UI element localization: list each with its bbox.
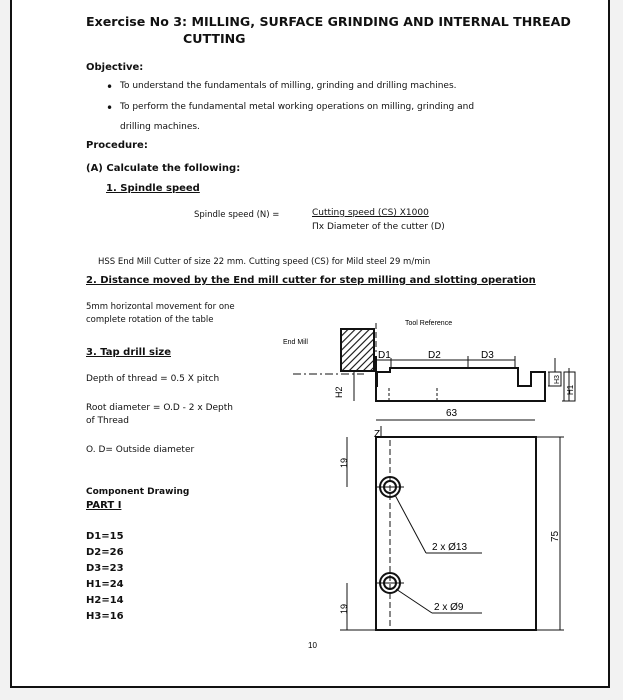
dim-h1: H1=24 bbox=[86, 579, 124, 590]
root-formula-1: Root diameter = O.D - 2 x Depth bbox=[86, 403, 233, 413]
dim-h3: H3=16 bbox=[86, 611, 124, 622]
h3-label: H3 bbox=[554, 375, 561, 384]
objective-heading: Objective: bbox=[86, 62, 144, 73]
movement-note-1: 5mm horizontal movement for one bbox=[86, 302, 235, 312]
objective-bullet-2: • To perform the fundamental metal working operations on milling, grinding and bbox=[120, 102, 474, 112]
movement-note-2: complete rotation of the table bbox=[86, 315, 214, 325]
exercise-title-line-2: CUTTING bbox=[183, 31, 246, 46]
tool-reference-label: Tool Reference bbox=[405, 320, 453, 327]
d1-label: D1 bbox=[378, 350, 391, 361]
od-note: O. D= Outside diameter bbox=[86, 445, 195, 455]
workpiece-side-profile bbox=[376, 356, 545, 401]
h1-label: H1 bbox=[566, 384, 575, 395]
formula-label: Spindle speed (N) = bbox=[194, 210, 280, 220]
dim-d3: D3=23 bbox=[86, 563, 124, 574]
root-formula-2: of Thread bbox=[86, 416, 130, 426]
h2-label: H2 bbox=[334, 386, 344, 398]
document-page bbox=[10, 0, 610, 688]
objective-bullet-1: • To understand the fundamentals of milling, grinding and drilling machines. bbox=[120, 81, 457, 91]
distance-heading: 2. Distance moved by the End mill cutter for step milling and slotting operation bbox=[86, 275, 536, 286]
procedure-heading: Procedure: bbox=[86, 140, 148, 151]
formula-denominator: Πx Diameter of the cutter (D) bbox=[312, 222, 445, 232]
hole-offset-bottom-label: 19 bbox=[339, 603, 349, 614]
end-mill-label: End Mill bbox=[283, 339, 308, 346]
objective-bullet-2-cont: drilling machines. bbox=[120, 122, 200, 132]
left-offset-label: 10 bbox=[308, 641, 317, 650]
exercise-title-line-1: Exercise No 3: MILLING, SURFACE GRINDING AND INTERNAL THREAD bbox=[86, 14, 571, 29]
part-one-heading: PART I bbox=[86, 500, 122, 511]
dim-h2: H2=14 bbox=[86, 595, 124, 606]
hole-offset-top-label: 19 bbox=[339, 457, 349, 468]
d3-label: D3 bbox=[481, 350, 494, 361]
x-marker: Z bbox=[374, 429, 381, 440]
part-a-heading: (A) Calculate the following: bbox=[86, 163, 241, 174]
tap-drill-heading: 3. Tap drill size bbox=[86, 347, 171, 358]
height-label: 75 bbox=[550, 530, 561, 542]
big-holes-callout: 2 x Ø13 bbox=[432, 542, 468, 553]
dim-d2: D2=26 bbox=[86, 547, 124, 558]
d2-label: D2 bbox=[428, 350, 441, 361]
dim-d1: D1=15 bbox=[86, 531, 124, 542]
width-label: 63 bbox=[446, 408, 458, 419]
formula-numerator: Cutting speed (CS) X1000 bbox=[312, 208, 429, 218]
component-drawing bbox=[12, 0, 612, 688]
depth-formula: Depth of thread = 0.5 X pitch bbox=[86, 374, 220, 384]
small-holes-callout: 2 x Ø9 bbox=[434, 602, 464, 613]
hss-note: HSS End Mill Cutter of size 22 mm. Cutting speed (CS) for Mild steel 29 m/min bbox=[98, 257, 431, 267]
spindle-speed-heading: 1. Spindle speed bbox=[106, 183, 200, 194]
component-drawing-heading: Component Drawing bbox=[86, 487, 190, 497]
end-mill-cutter bbox=[341, 329, 374, 371]
